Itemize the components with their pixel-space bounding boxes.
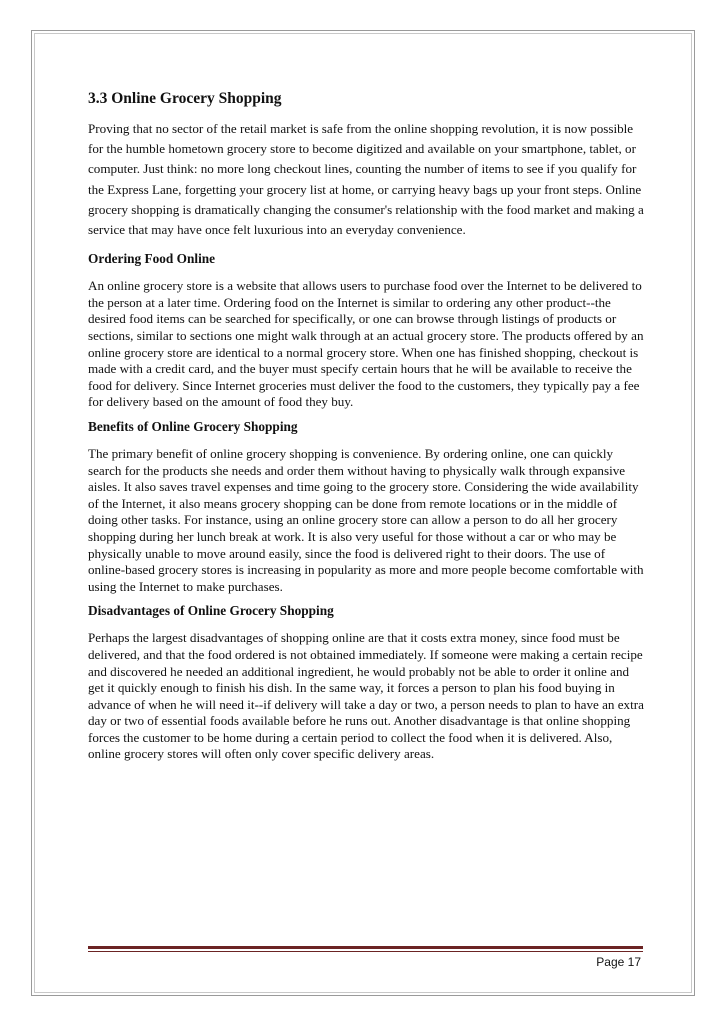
- heading-disadvantages: Disadvantages of Online Grocery Shopping: [88, 603, 334, 619]
- document-body: [88, 86, 644, 769]
- heading-benefits: Benefits of Online Grocery Shopping: [88, 418, 298, 434]
- heading-ordering-food-online: Ordering Food Online: [88, 251, 216, 267]
- footer-rule-thick: [88, 946, 643, 949]
- page-number: Page 17: [596, 955, 641, 969]
- paragraph-benefits: The primary benefit of online grocery shopping is convenience. By ordering online, one can quickly search for the products she needs and order them without having to physically walk through expansive aisles. It also saves travel expenses and time going to the grocery store. Considering the wide availability of the Internet, it also means grocery shopping can be done from remote locations or in the middle of doing other tasks. For instance, using an online grocery store can allow a person to do all her grocery shopping during her lunch break at work. It is also very useful for those without a car or who may be physically unable to move around easily, since the food is delivered right to their doors. The use of online-based grocery stores is increasing in popularity as more and more people become comfortable with using the Internet to make purchases.: [88, 445, 644, 594]
- paragraph-disadvantages: Perhaps the largest disadvantages of shopping online are that it costs extra money, since food must be delivered, and that the food ordered is not obtained immediately. If someone were making a certain recipe and discovered he needed an additional ingredient, he would probably not be able to order it online and get it quickly enough to finish his dish. In the same way, it forces a person to plan his food buying in advance of when he will need it--if delivery will take a day or two, a person needs to plan to have an extra day or two of essential foods available before he runs out. Another disadvantage is that online shopping forces the customer to be home during a certain period to collect the food when it is delivered. Also, online grocery stores will often only cover specific delivery areas.: [88, 630, 644, 762]
- paragraph-ordering-food-online: An online grocery store is a website that allows users to purchase food over the Internet to be delivered to the person at a later time. Ordering food on the Internet is similar to ordering any other product--the desired food items can be searched for specifically, or one can browse through listings of products or sections, similar to sections one might walk through at an actual grocery store. The products offered by an online grocery store are identical to a normal grocery store. When one has finished shopping, checkout is made with a credit card, and the buyer must specify certain hours that he will be available to receive the food for delivery. Since Internet groceries must deliver the food to the customers, they typically pay a fee for delivery based on the amount of food they buy.: [88, 278, 644, 410]
- footer-rule-thin: [88, 951, 643, 952]
- section-title: 3.3 Online Grocery Shopping: [88, 90, 282, 107]
- intro-paragraph: Proving that no sector of the retail market is safe from the online shopping revolution, it is now possible for the humble hometown grocery store to become digitized and available on your smartphone, tablet, or computer. Just think: no more long checkout lines, counting the number of items to see if you qualify for the Express Lane, forgetting your grocery list at home, or carrying heavy bags up your front steps. Online grocery shopping is dramatically changing the consumer's relationship with the food market and making a service that may have once felt luxurious into an everyday convenience.: [88, 121, 644, 238]
